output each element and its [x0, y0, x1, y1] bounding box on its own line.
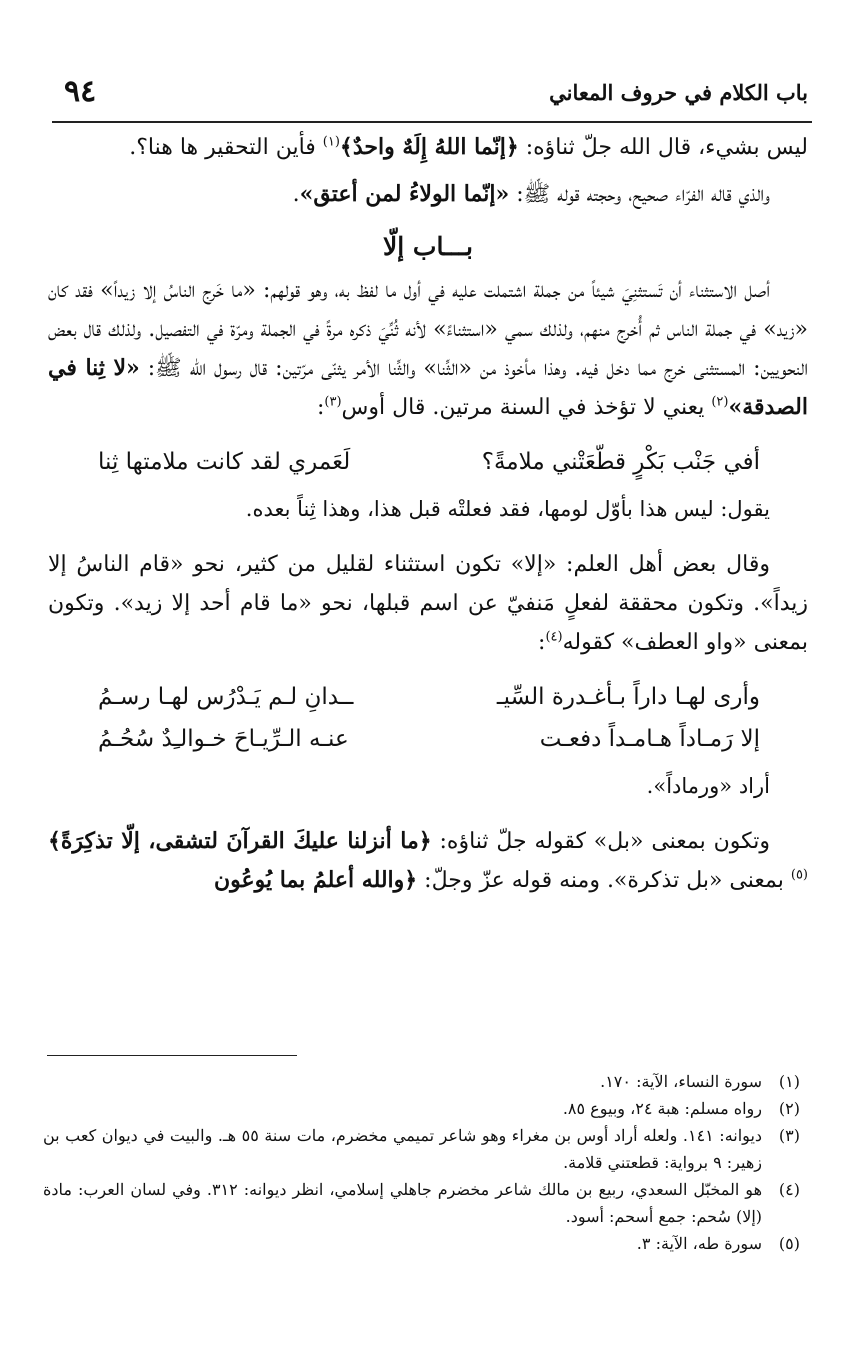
header-rule: [52, 121, 812, 123]
page-number: ٩٤: [64, 74, 97, 109]
footnote-number: (٤): [778, 1180, 800, 1199]
footnote-number: (٥): [778, 1234, 800, 1253]
verse-hemistich: إلا رَمـاداً هـامـداً دفعـت: [539, 726, 760, 752]
footnote-ref: (١): [322, 134, 340, 150]
paragraph-1-text: ليس بشيء، قال الله جلّ ثناؤه:: [518, 135, 808, 160]
verse-2-line-2: [48, 718, 808, 760]
main-text: [48, 128, 808, 900]
verse-1-explanation: يقول: ليس هذا بأوّل لومها، فقد فعلتْه قبل هذا، وهذا ثِناً بعده.: [245, 497, 770, 521]
paragraph-5-text: وتكون بمعنى «بل» كقوله جلّ ثناؤه:: [431, 829, 771, 854]
quran-quote: ﴿ما أنزلنا عليكَ القرآنَ لتشقى، إلّا تذكِرَةً﴾: [48, 828, 432, 854]
paragraph-5: [48, 822, 808, 900]
footnote-ref: (٢): [711, 394, 729, 410]
section-heading: بـــاب إلّا: [383, 232, 473, 261]
verse-hemistich: ــدانِ لـم يَـدْرُس لهـا رسـمُ: [98, 684, 354, 710]
quran-quote: ﴿إنّما اللهُ إِلَهٌ واحدٌ﴾: [339, 134, 519, 160]
paragraph-3-text: :: [316, 395, 325, 420]
footnote: [43, 1176, 808, 1230]
verse-2-explanation: أراد «ورماداً».: [646, 774, 770, 798]
footnote-number: (٢): [778, 1099, 800, 1118]
footnote-text: رواه مسلم: هبة ٢٤، وبيوع ٨٥.: [562, 1099, 762, 1118]
footnote-rule: [47, 1055, 297, 1056]
footnotes: [43, 1068, 808, 1257]
paragraph-3-text: يعني لا تؤخذ في السنة مرتين. قال أوس: [341, 395, 712, 420]
paragraph-1: [48, 128, 808, 167]
paragraph-5-text: بمعنى «بل تذكرة». ومنه قوله عزّ وجلّ:: [417, 868, 791, 893]
footnote-number: (٣): [778, 1126, 800, 1145]
verse-hemistich: عنـه الـرِّيـاحَ خـوالـِدٌ سُحُـمُ: [98, 726, 349, 752]
verse-hemistich: لَعَمري لقد كانت ملامتها ثِنا: [98, 449, 351, 475]
paragraph-3: [48, 271, 808, 427]
quran-quote: ﴿والله أعلمُ بما يُوعُون: [213, 867, 418, 893]
paragraph-3-text: أصل الاستثناء أن تَستثنِيَ شيئاً من جملة اشتملت عليه في أول ما لفظ به، وهو قولهم: «ما خَرج الناسُ إلا زيداً» فقد كان «زيد» في جملة الناس ثم أُخرج منهم، ولذلك سمي «استثناءً» لأنه ثُنِّيَ ذكره مرةً في الجملة ومرّة في التفصيل. ولذلك قال بعض النحويين: المستثنى خرج مما دخل فيه. وهذا مأخوذ من «الثِّنا» والثِّنا الأمر يثنّى مرّتين: قال رسول الله ﷺ:: [48, 278, 809, 381]
footnote: [43, 1122, 808, 1176]
paragraph-2-text: والذي قاله الفرّاء صحيح، وحجته قوله ﷺ:: [509, 182, 770, 207]
running-head: [64, 74, 808, 120]
verse-hemistich: أفي جَنْب بَكْرٍ قطّعَتْني ملامةً؟: [481, 449, 760, 475]
verse-hemistich: وأرى لهـا داراً بـأغـدرة السِّيـ: [496, 684, 760, 710]
footnote: [43, 1230, 808, 1257]
footnote: [43, 1068, 808, 1095]
paragraph-2: [48, 175, 808, 214]
footnote-number: (١): [778, 1072, 800, 1091]
footnote-text: سورة طه، الآية: ٣.: [636, 1234, 762, 1253]
footnote-text: ديوانه: ١٤١. ولعله أراد أوس بن مغراء وهو شاعر تميمي مخضرم، مات سنة ٥٥ هـ. والبيت في ديوان كعب بن زهير: ٩ برواية: قطعتني قلامة.: [43, 1126, 763, 1172]
hadith-quote: «لا ثِنا في الصدقة»: [48, 355, 808, 420]
footnote-ref: (٥): [790, 867, 808, 883]
verse-1: [48, 441, 808, 483]
paragraph-4-text: وقال بعض أهل العلم: «إلا» تكون استثناء لقليل من كثير، نحو «قام الناسُ إلا زيداً». وتكون محققة لفعلٍ مَنفيّ عن اسم قبلها، نحو «ما قام أحد إلا زيد». وتكون بمعنى «واو العطف» كقوله: [48, 552, 808, 655]
paragraph-2-text: .: [292, 182, 300, 207]
footnote-text: سورة النساء، الآية: ١٧٠.: [600, 1072, 762, 1091]
hadith-quote: «إنّما الولاءُ لمن أعتق»: [299, 181, 510, 207]
footnote-text: هو المخبّل السعدي، ربيع بن مالك شاعر مخضرم جاهلي إسلامي، انظر ديوانه: ٣١٢. وفي لسان العرب: مادة (إلا) سُحم: جمع أسحم: أسود.: [43, 1180, 762, 1226]
paragraph-4: [48, 545, 808, 662]
footnote-ref: (٣): [324, 394, 342, 410]
footnote-ref: (٤): [545, 629, 563, 645]
verse-2-line-1: [48, 676, 808, 718]
paragraph-4-text: :: [538, 630, 546, 655]
running-title: باب الكلام في حروف المعاني: [549, 80, 808, 105]
paragraph-1-text: فأين التحقير ها هنا؟.: [129, 135, 323, 160]
footnote: [43, 1095, 808, 1122]
